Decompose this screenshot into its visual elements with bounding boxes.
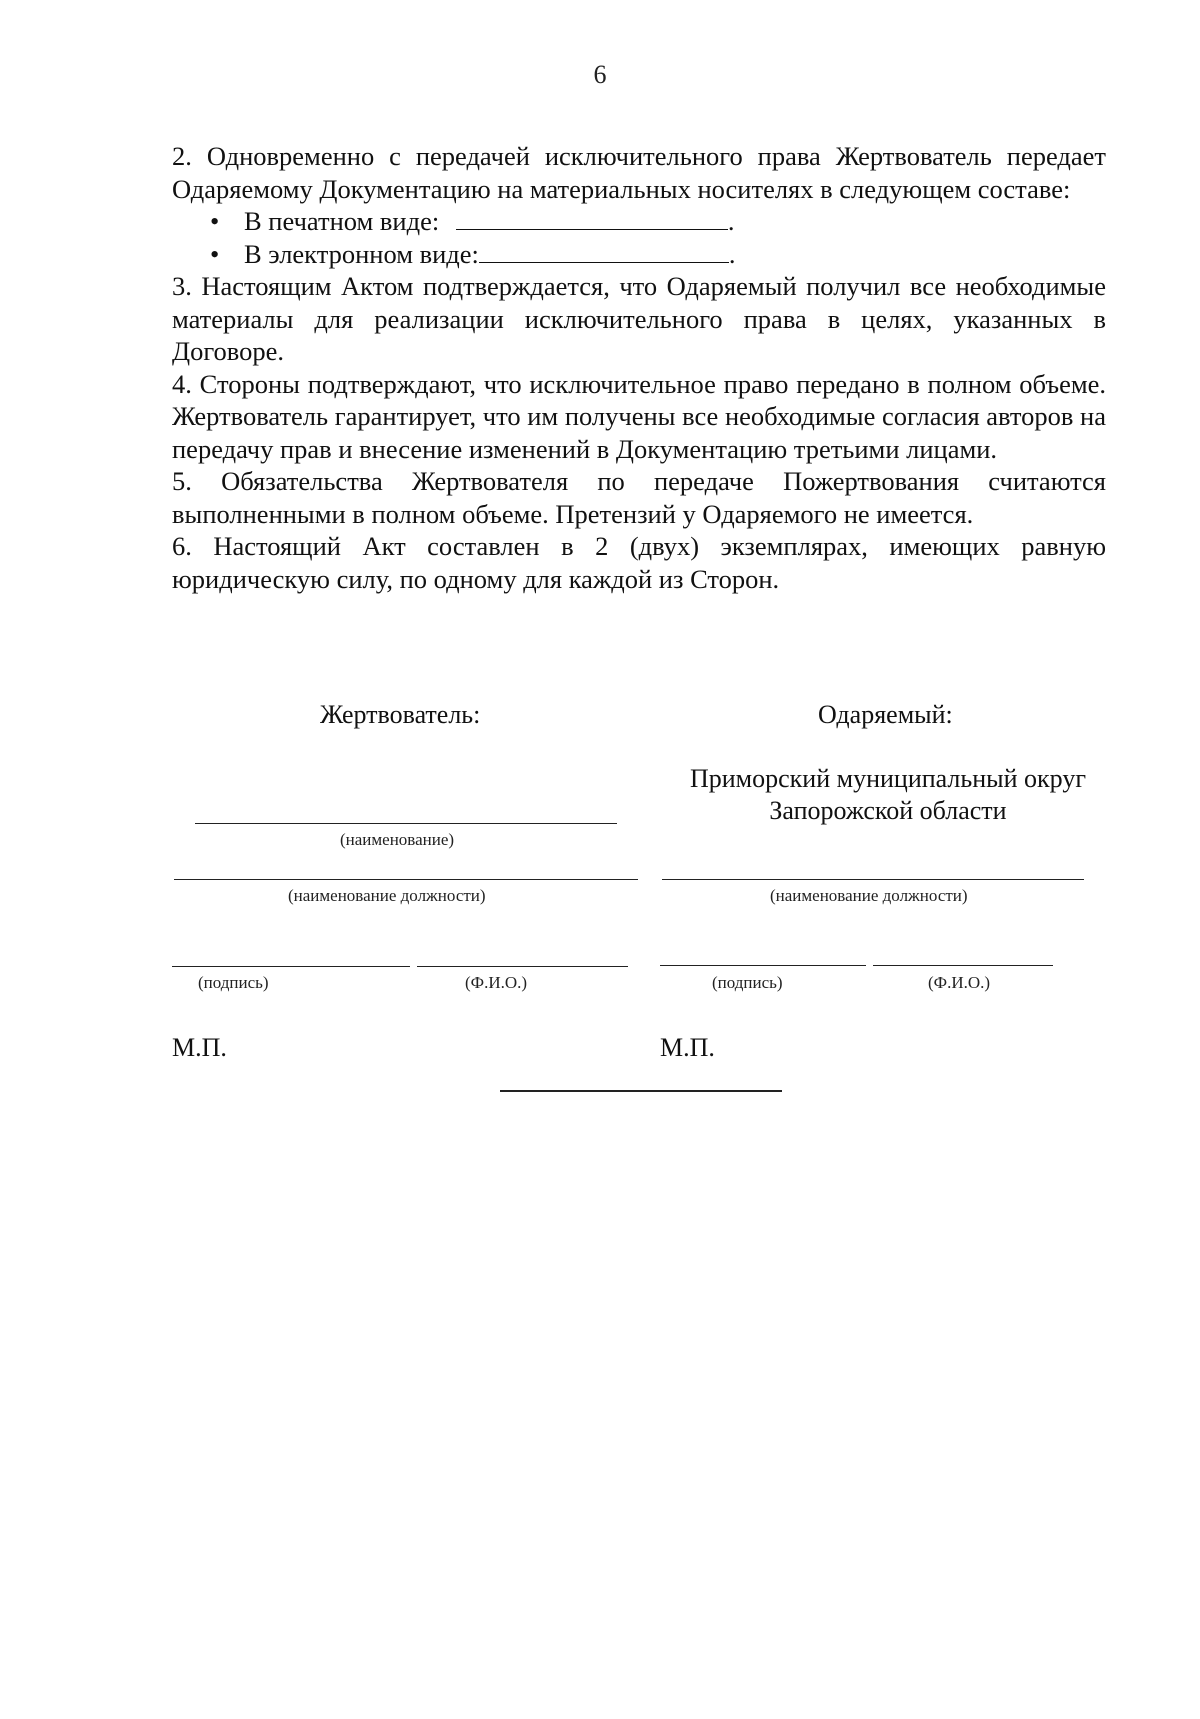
paragraph-6: 6. Настоящий Акт составлен в 2 (двух) экземплярах, имеющих равную юридическую силу, по одному для каждой из Сторон. [172,531,1106,594]
donor-signature-line [172,966,410,967]
list-item-print [172,205,1106,238]
electronic-period: . [728,238,736,269]
page-number: 6 [593,60,607,89]
recipient-position-caption: (наименование должности) [770,886,968,905]
paragraph-4: 4. Стороны подтверждают, что исключительное право передано в полном объеме. Жертвователь гарантирует, что им получены все необходимые согласия авторов на передачу прав и внесение изменений в Документацию третьими лицами. [172,368,1106,464]
print-label: В печатном виде: [244,206,440,236]
donor-fio-caption: (Ф.И.О.) [465,973,528,992]
recipient-org-line-1: Приморский муниципальный округ [689,764,1087,793]
print-period: . [727,206,735,236]
donor-name-caption: (наименование) [340,830,455,849]
donor-signature-caption: (подпись) [198,973,269,992]
donor-fio-line [417,966,628,967]
electronic-blank-line [479,240,729,263]
recipient-stamp-mark: М.П. [660,1033,715,1062]
recipient-org-line-2: Запорожской области [769,796,1007,825]
paragraph-5: 5. Обязательства Жертвователя по передаче Пожертвования считаются выполненными в полном объеме. Претензий у Одаряемого не имеется. [172,466,1106,529]
recipient-position-line [662,879,1084,880]
donor-position-caption: (наименование должности) [288,886,486,905]
donor-heading: Жертвователь: [320,700,481,729]
donor-stamp-mark: М.П. [172,1033,227,1062]
act-body [172,140,1106,595]
recipient-signature-caption: (подпись) [712,973,783,992]
donor-name-line [195,823,617,824]
format-list [172,205,1106,270]
donor-position-line [174,879,638,880]
bullet-glyph: • [210,238,220,269]
list-item-electronic [172,238,1106,271]
recipient-heading: Одаряемый: [818,700,953,729]
recipient-fio-line [873,965,1053,966]
paragraph-3: 3. Настоящим Актом подтверждается, что Одаряемый получил все необходимые материалы для реализации исключительного права в целях, указанных в Договоре. [172,271,1106,366]
bullet-glyph: • [210,206,220,236]
recipient-fio-caption: (Ф.И.О.) [928,973,991,992]
paragraph-2: 2. Одновременно с передачей исключительного права Жертвователь передает Одаряемому Документацию на материальных носителях в следующем составе: [172,141,1106,204]
recipient-signature-line [660,965,866,966]
closing-rule [500,1090,782,1092]
print-blank-line [456,207,728,230]
electronic-label: В электронном виде: [244,238,479,269]
